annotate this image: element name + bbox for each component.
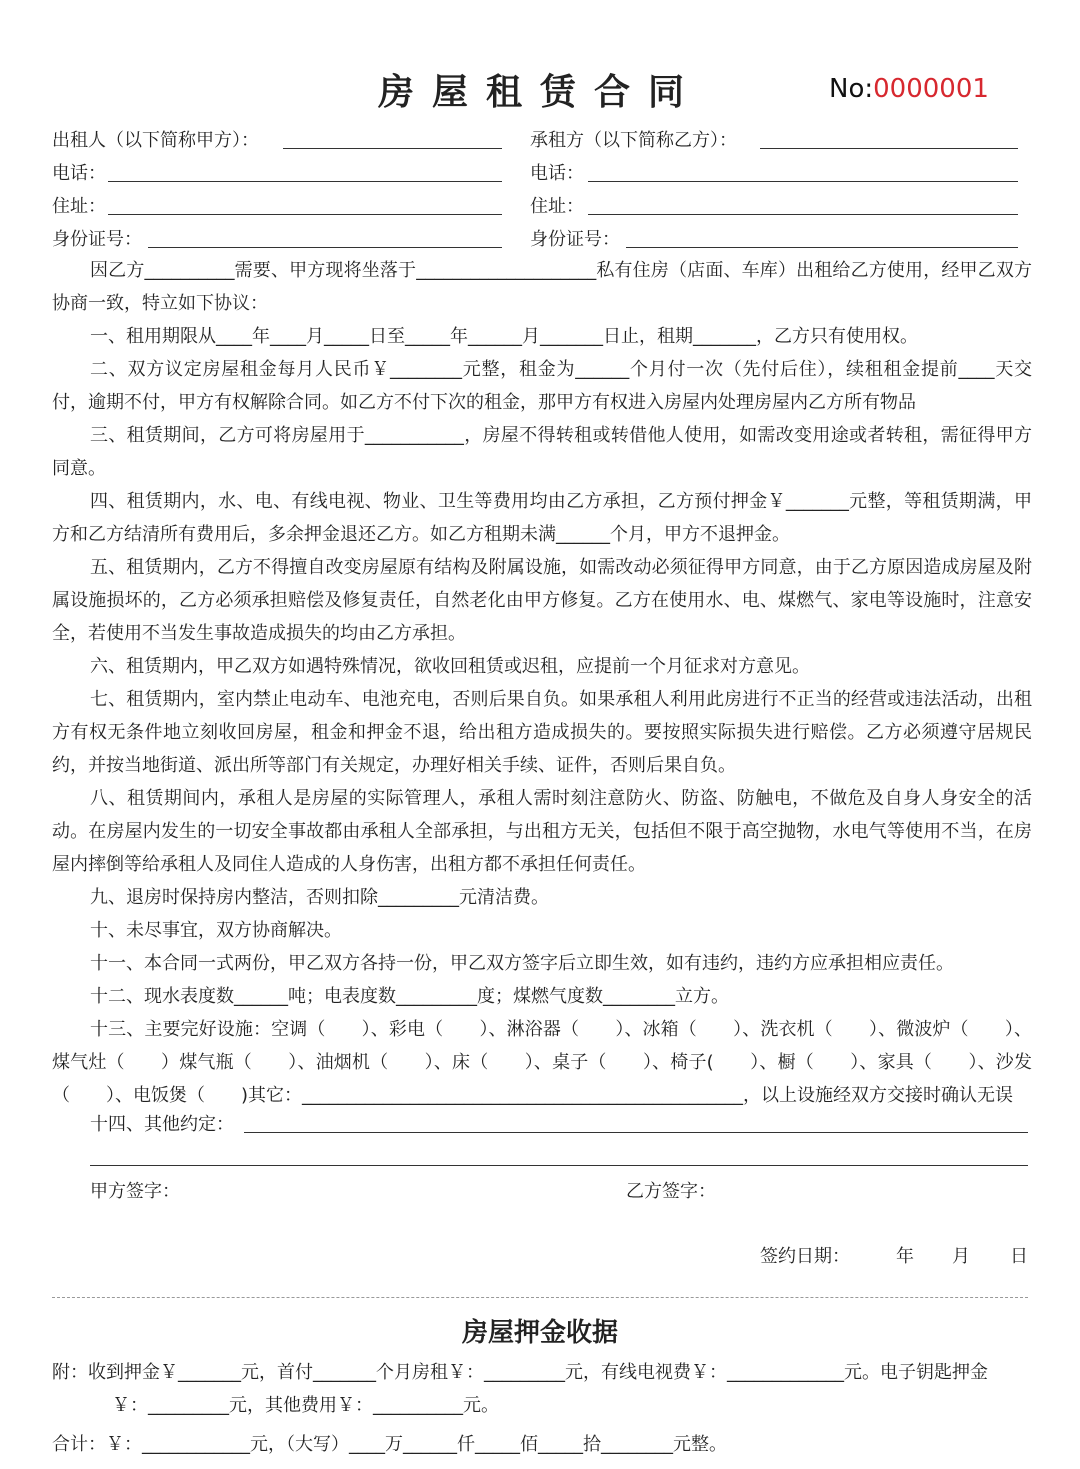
receipt-title: 房屋押金收据 — [461, 1318, 618, 1348]
clause-13: 十三、主要完好设施：空调（ ）、彩电（ ）、淋浴器（ ）、冰箱（ ）、洗衣机（ ）、微波炉（ ）、煤气灶（ ）煤气瓶（ ）、油烟机（ ）、床（ ）、桌子（ ）、椅子( ）、橱（ ）、家具（ ）、沙发（ ）、电饭煲（ )其它：_________________________________________________，以上设施经双方交接时确认无误 — [52, 1019, 1032, 1106]
receipt-line-2: ￥：_________元，其他费用￥：__________元。 — [112, 1395, 499, 1416]
party-b-signature-label: 乙方签字： — [626, 1181, 716, 1202]
other-terms-field-2[interactable] — [90, 1165, 1028, 1166]
clause-7: 七、租赁期内，室内禁止电动车、电池充电，否则后果自负。如果承租人利用此房进行不正当的经营或违法活动，出租方有权无条件地立刻收回房屋，租金和押金不退，给出租方造成损失的。要按照实际损失进行赔偿。乙方必须遵守居规民约，并按当地街道、派出所等部门有关规定，办理好相关手续、证件，否则后果自负。 — [52, 689, 1032, 776]
receipt-total: 合计：￥：____________元，（大写）____万______仟_____佰_____拾________元整。 — [52, 1434, 727, 1455]
sign-date-month: 月 — [952, 1246, 970, 1267]
clause-12: 十二、现水表度数______吨；电表度数_________度；煤燃气度数________立方。 — [90, 986, 729, 1007]
clause-11: 十一、本合同一式两份，甲乙双方各持一份，甲乙双方签字后立即生效，如有违约，违约方应承担相应责任。 — [90, 953, 954, 974]
lessor-name-field[interactable] — [283, 148, 502, 149]
lessee-phone-label: 电话： — [530, 163, 584, 184]
contract-number-value: 0000001 — [873, 74, 989, 104]
lessee-address-field[interactable] — [588, 214, 1018, 215]
lessee-phone-field[interactable] — [588, 181, 1018, 182]
lessor-id-label: 身份证号： — [52, 229, 142, 250]
clause-14: 十四、其他约定： — [90, 1114, 234, 1135]
receipt-line-1: 附：收到押金￥_______元，首付_______个月房租￥：_________元，有线电视费￥：_____________元。电子钥匙押金 — [52, 1362, 988, 1383]
clause-intro: 因乙方__________需要、甲方现将坐落于____________________私有住房（店面、车库）出租给乙方使用，经甲乙双方协商一致，特立如下协议： — [52, 260, 1032, 314]
clause-1: 一、租用期限从____年____月_____日至_____年______月_______日止，租期_______，乙方只有使用权。 — [90, 326, 918, 347]
lessee-name-label: 承租方（以下简称乙方）： — [530, 130, 737, 151]
contract-title: 房屋租赁合同 — [377, 72, 702, 113]
lessee-address-label: 住址： — [530, 196, 584, 217]
party-a-signature-label: 甲方签字： — [90, 1181, 180, 1202]
clause-5: 五、租赁期内，乙方不得擅自改变房屋原有结构及附属设施，如需改动必须征得甲方同意，由于乙方原因造成房屋及附属设施损坏的，乙方必须承担赔偿及修复责任，自然老化由甲方修复。乙方在使用水、电、煤燃气、家电等设施时，注意安全，若使用不当发生事故造成损失的均由乙方承担。 — [52, 557, 1032, 644]
other-terms-field[interactable] — [244, 1132, 1028, 1133]
lessee-name-field[interactable] — [760, 148, 1018, 149]
contract-body — [52, 254, 1032, 1112]
lessor-address-field[interactable] — [108, 214, 502, 215]
contract-number-label: No: — [829, 74, 874, 104]
lessor-address-label: 住址： — [52, 196, 106, 217]
sign-date-label: 签约日期： — [760, 1246, 850, 1267]
lessee-id-field[interactable] — [626, 247, 1018, 248]
lessee-id-label: 身份证号： — [530, 229, 620, 250]
clause-10: 十、未尽事宜，双方协商解决。 — [90, 920, 342, 941]
clause-6: 六、租赁期内，甲乙双方如遇特殊情况，欲收回租赁或迟租，应提前一个月征求对方意见。 — [90, 656, 810, 677]
contract-number — [829, 74, 989, 104]
sign-date-day: 日 — [1010, 1246, 1028, 1267]
lessor-phone-label: 电话： — [52, 163, 106, 184]
clause-3: 三、租赁期间，乙方可将房屋用于___________，房屋不得转租或转借他人使用，如需改变用途或者转租，需征得甲方同意。 — [52, 425, 1032, 479]
lessor-name-label: 出租人（以下简称甲方）： — [52, 130, 259, 151]
tear-off-divider — [52, 1297, 1028, 1298]
clause-2: 二、双方议定房屋租金每月人民币￥________元整，租金为______个月付一次（先付后住），续租租金提前____天交付，逾期不付，甲方有权解除合同。如乙方不付下次的租金，那甲方有权进入房屋内处理房屋内乙方所有物品 — [52, 359, 1032, 413]
lessor-phone-field[interactable] — [108, 181, 502, 182]
clause-9: 九、退房时保持房内整洁，否则扣除_________元清洁费。 — [90, 887, 549, 908]
lessor-id-field[interactable] — [148, 247, 502, 248]
sign-date-year: 年 — [896, 1246, 914, 1267]
clause-8: 八、租赁期间内，承租人是房屋的实际管理人，承租人需时刻注意防火、防盗、防触电，不做危及自身人身安全的活动。在房屋内发生的一切安全事故都由承租人全部承担，与出租方无关，包括但不限于高空抛物，水电气等使用不当，在房屋内摔倒等给承租人及同住人造成的人身伤害，出租方都不承担任何责任。 — [52, 788, 1032, 875]
clause-4: 四、租赁期内，水、电、有线电视、物业、卫生等费用均由乙方承担，乙方预付押金￥_______元整，等租赁期满，甲方和乙方结清所有费用后，多余押金退还乙方。如乙方租期未满______个月，甲方不退押金。 — [52, 491, 1032, 545]
